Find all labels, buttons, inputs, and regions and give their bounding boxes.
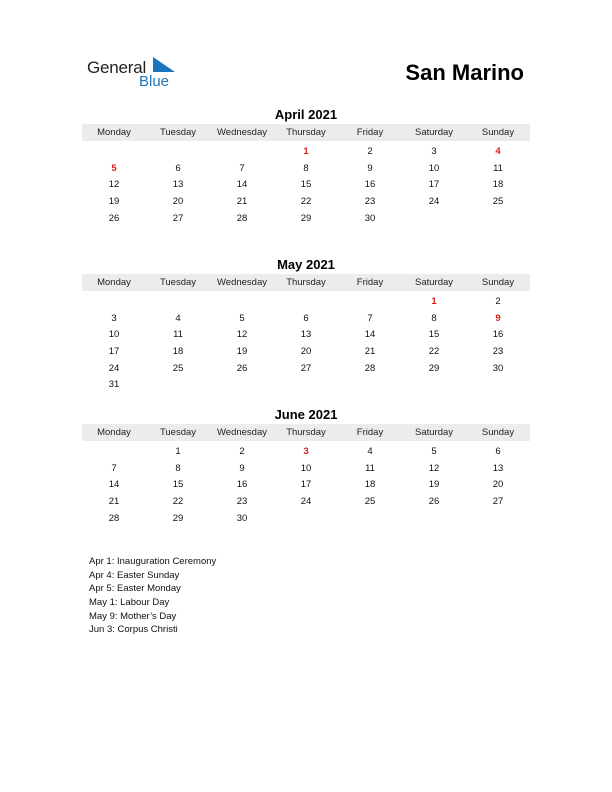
date-cell: 10 (108, 329, 120, 341)
date-cell: 18 (364, 479, 376, 491)
weekday-label: Saturday (414, 277, 454, 288)
date-cell: 17 (300, 479, 312, 491)
date-cell: 6 (303, 312, 309, 324)
date-cell: 26 (236, 362, 248, 374)
holiday-date-cell: 4 (495, 145, 501, 157)
holiday-entry: Apr 1: Inauguration Ceremony (89, 556, 217, 567)
date-cell: 12 (108, 179, 120, 191)
date-cell: 14 (108, 479, 120, 491)
logo-text-blue: Blue (139, 73, 170, 90)
date-cell: 24 (108, 362, 120, 374)
holiday-entry: Apr 5: Easter Monday (89, 583, 181, 595)
date-cell: 27 (492, 495, 504, 507)
date-cell: 3 (111, 312, 117, 324)
date-cell: 25 (364, 495, 376, 507)
date-cell: 9 (367, 162, 373, 174)
date-cell: 25 (172, 362, 184, 374)
holiday-date-cell: 5 (111, 162, 117, 174)
weekday-header (82, 274, 530, 291)
date-cell: 28 (108, 512, 120, 524)
weekday-label: Wednesday (217, 427, 267, 438)
date-cell: 25 (492, 195, 504, 207)
week-row (82, 160, 530, 177)
date-cell: 7 (367, 312, 373, 324)
month-calendar (82, 256, 530, 393)
week-row (82, 376, 530, 393)
weekday-label: Thursday (286, 277, 326, 288)
month-calendar (82, 406, 530, 526)
week-row (82, 360, 530, 377)
date-cell: 20 (172, 195, 184, 207)
month-calendar (82, 106, 530, 226)
date-cell: 14 (236, 179, 248, 191)
month-title: May 2021 (277, 257, 335, 272)
weekday-label: Saturday (414, 127, 454, 138)
date-cell: 12 (236, 329, 248, 341)
date-cell: 28 (364, 362, 376, 374)
date-cell: 6 (175, 162, 181, 174)
date-cell: 21 (108, 495, 120, 507)
date-cell: 8 (303, 162, 309, 174)
date-cell: 11 (493, 162, 503, 174)
month-title: April 2021 (274, 107, 338, 122)
weekday-label: Friday (356, 427, 384, 438)
weekday-label: Sunday (481, 127, 515, 138)
date-cell: 2 (367, 145, 373, 157)
weekday-label: Tuesday (159, 277, 197, 288)
date-cell: 15 (428, 329, 440, 341)
week-row (82, 293, 530, 310)
weekday-label: Friday (356, 277, 384, 288)
holiday-list (89, 555, 216, 637)
weekday-label: Sunday (481, 427, 515, 438)
country-title: San Marino (405, 60, 524, 85)
date-cell: 12 (428, 462, 440, 474)
week-row (82, 460, 530, 477)
week-row (82, 493, 530, 510)
week-row (82, 343, 530, 360)
date-cell: 8 (431, 312, 437, 324)
weekday-label: Friday (356, 127, 384, 138)
date-cell: 19 (236, 345, 248, 357)
date-cell: 8 (175, 462, 181, 474)
holiday-entry: May 9: Mother’s Day (89, 610, 177, 622)
weekday-label: Tuesday (159, 127, 197, 138)
weekday-label: Tuesday (159, 427, 197, 438)
week-row (82, 210, 530, 227)
date-cell: 18 (172, 345, 184, 357)
date-cell: 22 (428, 345, 440, 357)
date-cell: 23 (492, 345, 504, 357)
date-cell: 26 (108, 212, 120, 224)
week-row (82, 143, 530, 160)
weekday-label: Monday (97, 277, 131, 288)
week-row (82, 476, 530, 493)
date-cell: 2 (495, 295, 501, 307)
date-cell: 22 (172, 495, 184, 507)
date-cell: 27 (300, 362, 312, 374)
holiday-entry: Jun 3: Corpus Christi (89, 624, 178, 636)
weekday-header (82, 424, 530, 441)
logo-triangle-icon (153, 56, 177, 72)
date-cell: 19 (428, 479, 440, 491)
weekday-label: Monday (97, 427, 131, 438)
date-cell: 5 (239, 312, 245, 324)
weekday-label: Sunday (481, 277, 515, 288)
month-title: June 2021 (274, 407, 338, 422)
date-cell: 29 (172, 512, 184, 524)
date-cell: 21 (364, 345, 376, 357)
week-row (82, 310, 530, 327)
date-cell: 29 (300, 212, 312, 224)
weekday-header (82, 124, 530, 141)
weekday-label: Thursday (286, 427, 326, 438)
date-cell: 30 (492, 362, 504, 374)
date-cell: 3 (431, 145, 437, 157)
date-cell: 10 (428, 162, 440, 174)
date-cell: 18 (492, 179, 504, 191)
date-cell: 14 (364, 329, 376, 341)
date-cell: 13 (492, 462, 504, 474)
weekday-label: Wednesday (217, 127, 267, 138)
week-row (82, 510, 530, 527)
date-cell: 11 (173, 329, 183, 341)
date-cell: 23 (236, 495, 248, 507)
weekday-label: Monday (97, 127, 131, 138)
date-cell: 24 (428, 195, 440, 207)
week-row (82, 193, 530, 210)
weekday-label: Wednesday (217, 277, 267, 288)
date-cell: 13 (300, 329, 312, 341)
date-cell: 29 (428, 362, 440, 374)
date-cell: 20 (300, 345, 312, 357)
date-cell: 13 (172, 179, 184, 191)
date-cell: 31 (108, 379, 120, 391)
date-cell: 1 (175, 445, 181, 457)
holiday-date-cell: 3 (303, 445, 309, 457)
date-cell: 23 (364, 195, 376, 207)
date-cell: 11 (365, 462, 375, 474)
date-cell: 30 (236, 512, 248, 524)
logo-text-general: General (87, 58, 147, 77)
date-cell: 24 (300, 495, 312, 507)
generalblue-logo (87, 56, 187, 92)
date-cell: 28 (236, 212, 248, 224)
date-cell: 9 (239, 462, 245, 474)
date-cell: 27 (172, 212, 184, 224)
date-cell: 4 (175, 312, 181, 324)
date-cell: 7 (111, 462, 117, 474)
date-cell: 7 (239, 162, 245, 174)
week-row (82, 443, 530, 460)
date-cell: 17 (108, 345, 120, 357)
date-cell: 30 (364, 212, 376, 224)
date-cell: 15 (172, 479, 184, 491)
date-cell: 10 (300, 462, 312, 474)
date-cell: 22 (300, 195, 312, 207)
date-cell: 15 (300, 179, 312, 191)
date-cell: 21 (236, 195, 248, 207)
date-cell: 5 (431, 445, 437, 457)
holiday-date-cell: 1 (303, 145, 309, 157)
date-cell: 16 (492, 329, 504, 341)
holiday-date-cell: 1 (431, 295, 437, 307)
date-cell: 16 (364, 179, 376, 191)
date-cell: 17 (428, 179, 440, 191)
date-cell: 6 (495, 445, 501, 457)
date-cell: 2 (239, 445, 245, 457)
date-cell: 16 (236, 479, 248, 491)
date-cell: 4 (367, 445, 373, 457)
holiday-date-cell: 9 (495, 312, 501, 324)
week-row (82, 176, 530, 193)
date-cell: 26 (428, 495, 440, 507)
date-cell: 19 (108, 195, 120, 207)
weekday-label: Saturday (414, 427, 454, 438)
holiday-entry: May 1: Labour Day (89, 597, 170, 609)
weekday-label: Thursday (286, 127, 326, 138)
holiday-entry: Apr 4: Easter Sunday (89, 569, 180, 581)
week-row (82, 326, 530, 343)
date-cell: 20 (492, 479, 504, 491)
